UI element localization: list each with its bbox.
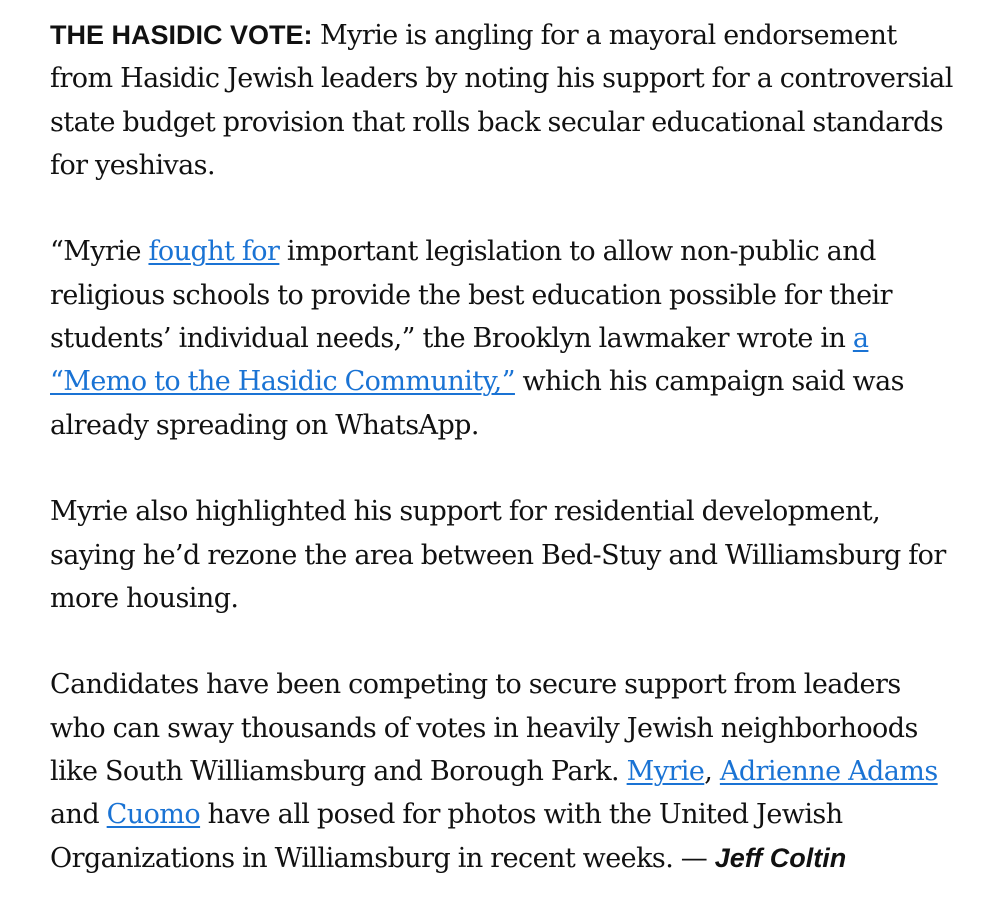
memo-to-hasidic-community-link[interactable]: a “Memo to the Hasidic Community,” [50,323,869,398]
section-kicker: THE HASIDIC VOTE: [50,20,313,50]
paragraph-text: Myrie also highlighted his support for residential development, saying he’d rezone the area between Bed-Stuy and Williamsburg for more housing. [50,496,946,614]
fought-for-link[interactable]: fought for [148,236,280,268]
article-body [50,14,960,880]
cuomo-link[interactable]: Cuomo [106,799,201,831]
separator-text: and [50,799,107,831]
paragraph-text: have all posed for photos with the United Jewish Organizations in Williamsburg in recent weeks. — [50,799,843,874]
paragraph-text: “Myrie [50,236,149,268]
author-byline: Jeff Coltin [714,842,847,873]
paragraph-text: Candidates have been competing to secure support from leaders who can sway thousands of votes in heavily Jewish neighborhoods like South Williamsburg and Borough Park. [50,669,918,788]
separator-text: , [704,756,720,788]
paragraph-candidates [50,663,960,879]
paragraph-hasidic-vote [50,14,960,187]
adrienne-adams-link[interactable]: Adrienne Adams [719,756,938,788]
paragraph-memo-quote [50,230,960,446]
paragraph-text: which his campaign said was already spreading on WhatsApp. [50,366,904,441]
paragraph-text: Myrie is angling for a mayoral endorsement from Hasidic Jewish leaders by noting his support for a controversial state budget provision that rolls back secular educational standards for yeshivas. [50,20,953,181]
paragraph-residential-development [50,490,960,620]
myrie-link[interactable]: Myrie [626,756,705,788]
paragraph-text: important legislation to allow non-public and religious schools to provide the best education possible for their students’ individual needs,” the Brooklyn lawmaker wrote in [50,236,892,355]
